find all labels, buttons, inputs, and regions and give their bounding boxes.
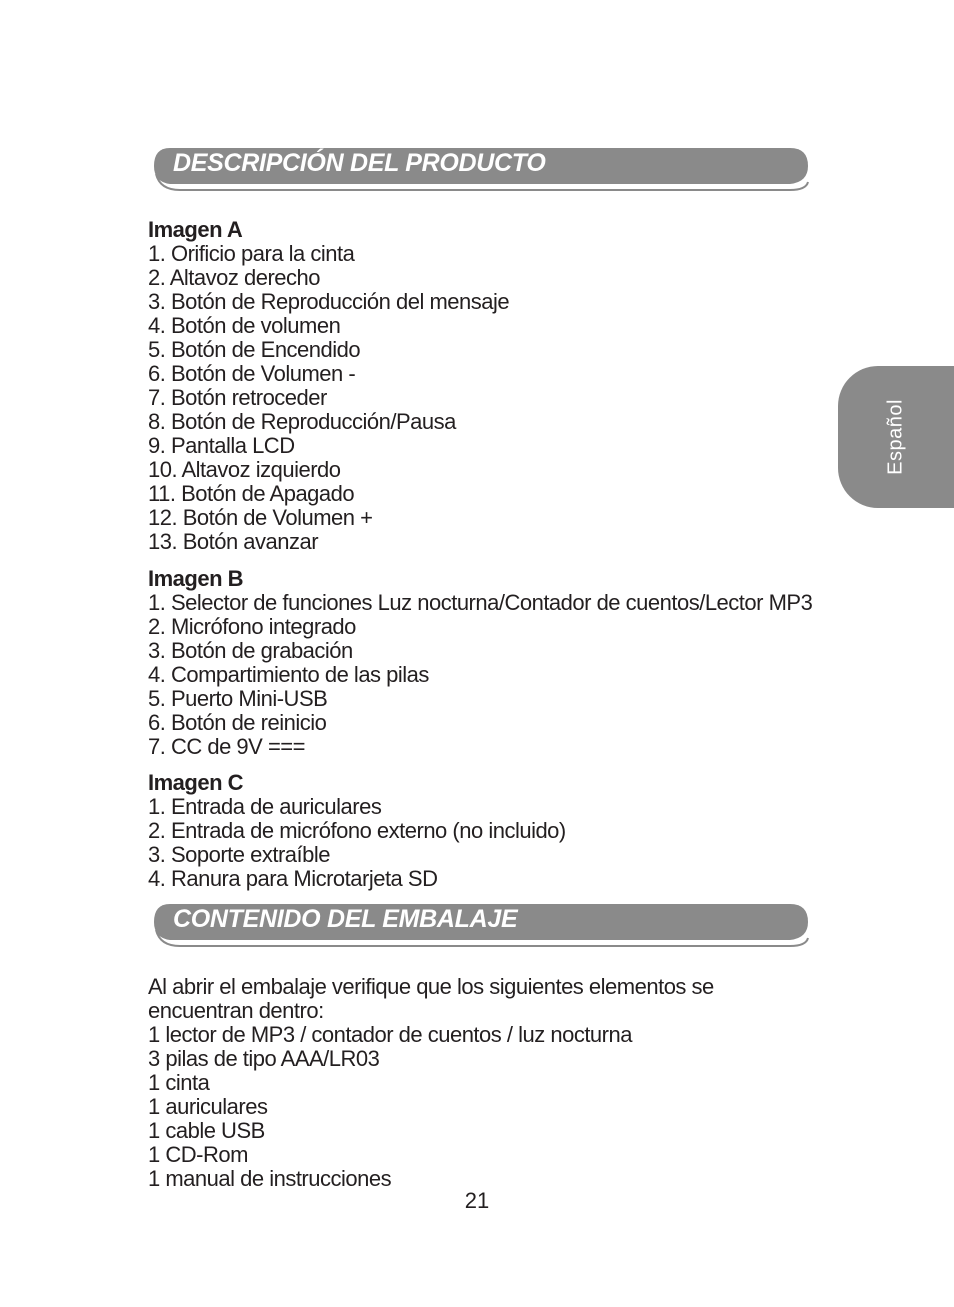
section-banner-contenido — [150, 902, 810, 950]
section-title-descripcion: DESCRIPCIÓN DEL PRODUCTO — [173, 149, 546, 177]
imagen-c-heading: Imagen C — [148, 770, 244, 795]
list-item: 1. Entrada de auriculares — [148, 794, 382, 819]
list-item: 10. Altavoz izquierdo — [148, 457, 341, 482]
list-item: 7. Botón retroceder — [148, 385, 327, 410]
list-item: 2. Entrada de micrófono externo (no incluido) — [148, 818, 566, 843]
paragraph-line: Al abrir el embalaje verifique que los siguientes elementos se — [148, 974, 714, 999]
list-item: 6. Botón de reinicio — [148, 710, 327, 735]
imagen-a-heading: Imagen A — [148, 217, 243, 242]
list-item: 1 lector de MP3 / contador de cuentos / luz nocturna — [148, 1022, 632, 1047]
imagen-c-section — [148, 771, 566, 891]
imagen-a-section — [148, 218, 509, 554]
imagen-b-heading: Imagen B — [148, 566, 244, 591]
section-banner-descripcion — [150, 146, 810, 194]
list-item: 1. Selector de funciones Luz nocturna/Contador de cuentos/Lector MP3 — [148, 590, 813, 615]
list-item: 9. Pantalla LCD — [148, 433, 295, 458]
section-title-contenido: CONTENIDO DEL EMBALAJE — [173, 905, 518, 933]
list-item: 1 auriculares — [148, 1094, 268, 1119]
packaging-contents — [148, 975, 714, 1191]
list-item: 5. Botón de Encendido — [148, 337, 361, 362]
list-item: 2. Micrófono integrado — [148, 614, 356, 639]
list-item: 1 CD-Rom — [148, 1142, 248, 1167]
list-item: 7. CC de 9V === — [148, 734, 305, 759]
page-number: 21 — [464, 1188, 490, 1213]
list-item: 2. Altavoz derecho — [148, 265, 321, 290]
list-item: 3 pilas de tipo AAA/LR03 — [148, 1046, 380, 1071]
list-item: 3. Soporte extraíble — [148, 842, 331, 867]
paragraph-line: encuentran dentro: — [148, 998, 324, 1023]
list-item: 8. Botón de Reproducción/Pausa — [148, 409, 456, 434]
list-item: 5. Puerto Mini-USB — [148, 686, 328, 711]
list-item: 4. Botón de volumen — [148, 313, 341, 338]
list-item: 6. Botón de Volumen - — [148, 361, 356, 386]
list-item: 4. Ranura para Microtarjeta SD — [148, 866, 438, 891]
list-item: 1 manual de instrucciones — [148, 1166, 392, 1191]
list-item: 1 cinta — [148, 1070, 210, 1095]
list-item: 3. Botón de grabación — [148, 638, 353, 663]
list-item: 1 cable USB — [148, 1118, 265, 1143]
list-item: 13. Botón avanzar — [148, 529, 319, 554]
language-tab — [838, 366, 954, 508]
list-item: 1. Orificio para la cinta — [148, 241, 355, 266]
imagen-b-section — [148, 567, 812, 759]
list-item: 4. Compartimiento de las pilas — [148, 662, 429, 687]
list-item: 11. Botón de Apagado — [148, 481, 355, 506]
list-item: 12. Botón de Volumen + — [148, 505, 373, 530]
list-item: 3. Botón de Reproducción del mensaje — [148, 289, 510, 314]
language-tab-label: Español — [884, 399, 907, 475]
